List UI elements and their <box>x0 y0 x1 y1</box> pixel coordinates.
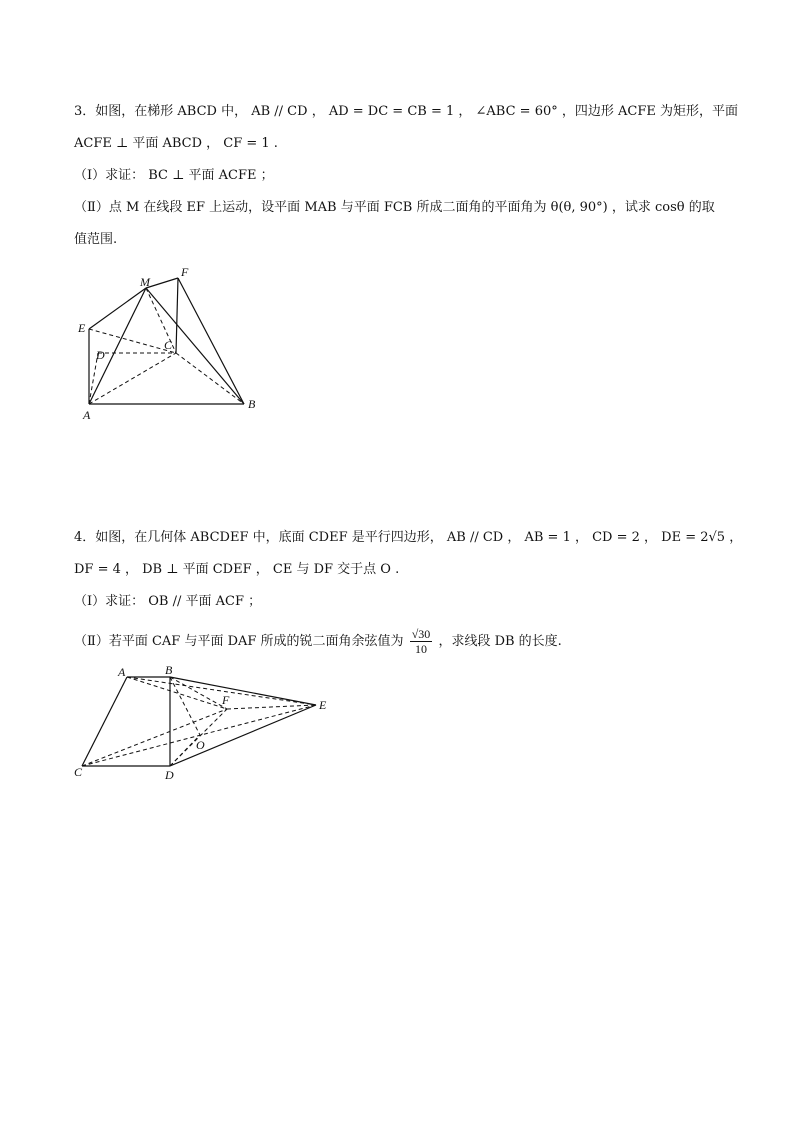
problem3-line3: （Ⅰ）求证： BC ⊥ 平面 ACFE ； <box>74 168 274 183</box>
problem4-line4 <box>74 624 562 660</box>
edge-FE <box>227 705 316 709</box>
label-A: A <box>118 665 126 679</box>
fraction-denominator: 10 <box>415 642 427 656</box>
label-A: A <box>83 408 91 422</box>
problem4-line4-post: ，求线段 DB 的长度. <box>438 634 562 649</box>
problem4-line1: 4．如图，在几何体 ABCDEF 中，底面 CDEF 是平行四边形， AB // CD ， AB = 1 ， CD = 2 ， DE = 2√5 ， <box>74 530 743 545</box>
problem3-line4: （Ⅱ）点 M 在线段 EF 上运动，设平面 MAB 与平面 FCB 所成二面角的平面角为 θ(θ, 90°) ，试求 cosθ 的取 <box>74 200 715 215</box>
problem4-line4-pre: （Ⅱ）若平面 CAF 与平面 DAF 所成的锐二面角余弦值为 <box>74 634 404 649</box>
edge-CB <box>176 353 244 404</box>
edge-BE <box>170 677 316 705</box>
problem3-line5: 值范围. <box>74 232 118 247</box>
label-C: C <box>164 338 173 352</box>
cosine-fraction <box>410 627 433 656</box>
label-D: D <box>165 768 174 782</box>
problem3-line2: ACFE ⊥ 平面 ABCD ， CF = 1 . <box>74 136 278 151</box>
label-B: B <box>248 397 256 411</box>
label-E: E <box>319 698 327 712</box>
problem4-line3: （Ⅰ）求证： OB // 平面 ACF ； <box>74 594 262 609</box>
edge-FB <box>178 278 244 404</box>
edge-BF <box>170 677 227 709</box>
edge-CF <box>82 709 227 766</box>
fraction-numerator: √30 <box>411 627 431 641</box>
label-M: M <box>140 275 150 289</box>
label-E: E <box>78 321 86 335</box>
label-C: C <box>74 765 83 779</box>
label-B: B <box>165 663 173 677</box>
edge-MB <box>146 288 244 404</box>
problem4-line2: DF = 4 ， DB ⊥ 平面 CDEF ， CE 与 DF 交于点 O . <box>74 562 400 577</box>
edge-MF <box>146 278 178 288</box>
problem4-figure <box>70 662 340 784</box>
edge-CA <box>82 677 127 766</box>
label-F: F <box>181 265 189 279</box>
edge-AF <box>127 677 227 709</box>
label-F: F <box>222 693 230 707</box>
problem3-figure <box>70 258 270 424</box>
label-O: O <box>196 738 205 752</box>
edge-EM <box>89 288 146 329</box>
edge-AM <box>89 288 146 404</box>
problem3-line1: 3．如图，在梯形 ABCD 中， AB // CD ， AD = DC = CB = 1 ， ∠ABC = 60° ，四边形 ACFE 为矩形，平面 <box>74 104 738 119</box>
edge-DE <box>170 705 316 766</box>
edge-FC <box>176 278 178 353</box>
label-D: D <box>96 348 105 362</box>
